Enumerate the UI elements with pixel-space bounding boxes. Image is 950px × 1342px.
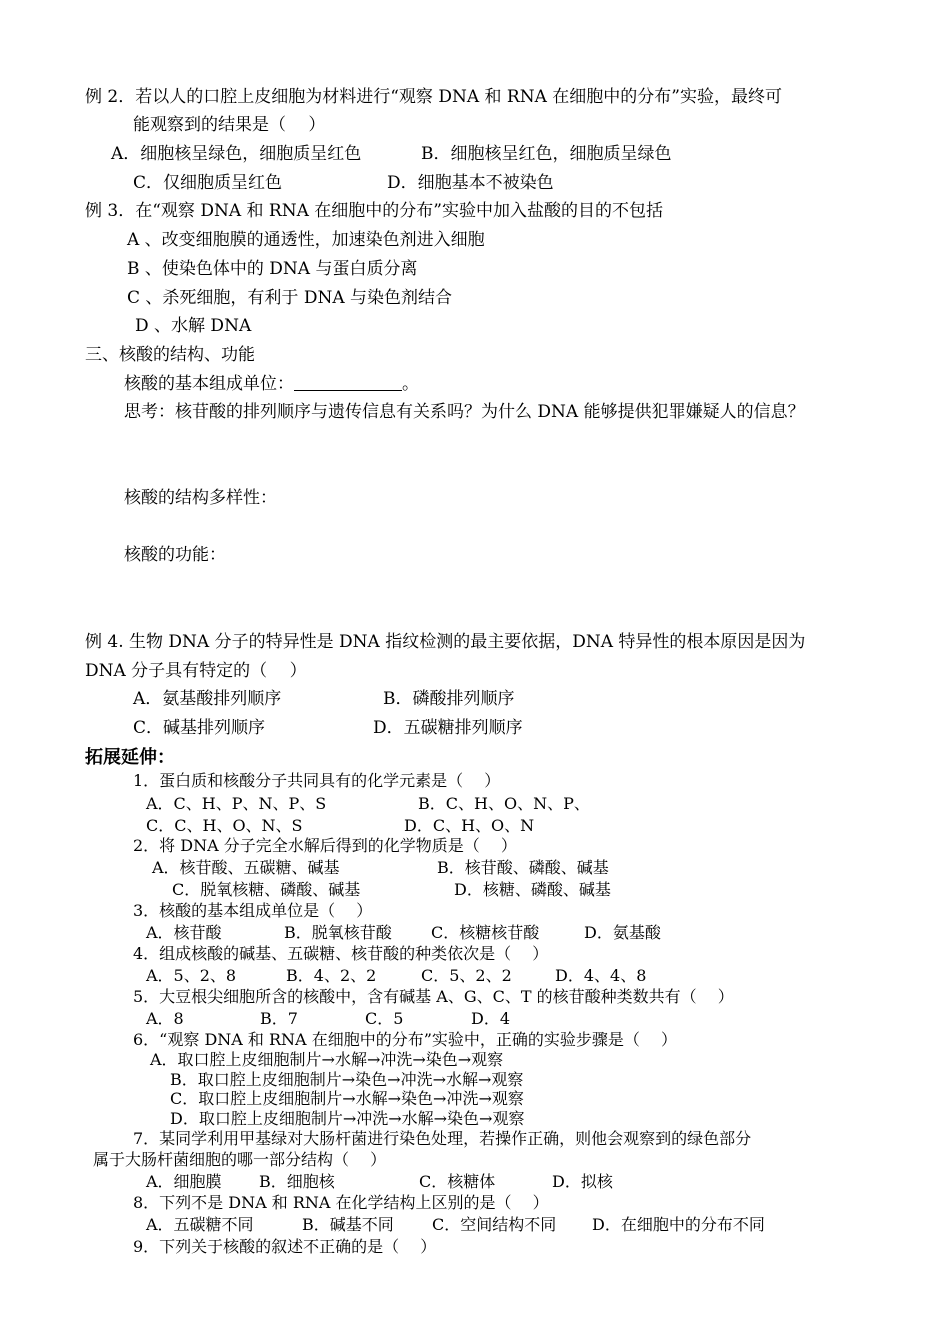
ext-q3-option-b: B．脱氧核苷酸: [284, 923, 392, 942]
example-4-option-d: D．五碳糖排列顺序: [373, 718, 523, 738]
ext-q4-option-a: A．5、2、8: [146, 966, 237, 985]
ext-q4-option-d: D．4、4、8: [555, 966, 647, 985]
ext-q7-option-d: D．拟核: [552, 1172, 613, 1191]
function-label: 核酸的功能：: [124, 545, 226, 565]
ext-q3-options: [0, 923, 950, 943]
ext-q2-option-d: D．核糖、磷酸、碱基: [454, 880, 611, 899]
ext-q7-option-b: B．细胞核: [259, 1172, 335, 1191]
example-3-option-a: A 、改变细胞膜的通透性，加速染色剂进入细胞: [127, 230, 485, 250]
example-4-question-cont: DNA 分子具有特定的（ ）: [85, 661, 307, 681]
ext-q2-options-row1: [0, 858, 950, 878]
example-4-option-b: B．磷酸排列顺序: [383, 689, 515, 709]
ext-q3: 3．核酸的基本组成单位是（ ）: [133, 901, 373, 920]
ext-q7-cont: 属于大肠杆菌细胞的哪一部分结构（ ）: [93, 1150, 387, 1169]
example-3-option-b: B 、使染色体中的 DNA 与蛋白质分离: [127, 259, 418, 279]
ext-q7-option-c: C．核糖体: [419, 1172, 496, 1191]
ext-q4: 4．组成核酸的碱基、五碳糖、核苷酸的种类依次是（ ）: [133, 944, 549, 963]
ext-q8-options: [0, 1215, 950, 1235]
ext-q3-option-a: A．核苷酸: [146, 923, 222, 942]
ext-q4-options: [0, 966, 950, 986]
example-4-question: 例 4. 生物 DNA 分子的特异性是 DNA 指纹检测的最主要依据，DNA 特异性的根本原因是因为: [85, 632, 806, 652]
example-2-option-d: D．细胞基本不被染色: [387, 173, 554, 193]
extension-title: 拓展延伸：: [85, 747, 175, 768]
ext-q6-option-a: A．取口腔上皮细胞制片→水解→冲洗→染色→观察: [150, 1050, 504, 1069]
ext-q2: 2．将 DNA 分子完全水解后得到的化学物质是（ ）: [133, 836, 517, 855]
ext-q5: 5．大豆根尖细胞所含的核酸中，含有碱基 A、G、C、T 的核苷酸种类数共有（ ）: [133, 987, 734, 1006]
example-4-option-c: C．碱基排列顺序: [133, 718, 266, 738]
ext-q1-option-a: A．C、H、P、N、P、S: [146, 794, 327, 813]
ext-q7: 7．某同学利用甲基绿对大肠杆菌进行染色处理，若操作正确，则他会观察到的绿色部分: [133, 1129, 752, 1148]
ext-q5-options: [0, 1009, 950, 1029]
ext-q9: 9．下列关于核酸的叙述不正确的是（ ）: [133, 1237, 437, 1256]
example-4-options-row1: [0, 688, 950, 710]
ext-q1-option-b: B．C、H、O、N、P、: [418, 794, 590, 813]
example-4-option-a: A．氨基酸排列顺序: [133, 689, 282, 709]
ext-q1-options-row2: [0, 816, 950, 836]
ext-q2-option-a: A．核苷酸、五碳糖、碱基: [152, 858, 340, 877]
ext-q5-option-d: D．4: [471, 1009, 511, 1028]
ext-q1-option-c: C．C、H、O、N、S: [146, 816, 303, 835]
ext-q8-option-c: C．空间结构不同: [432, 1215, 557, 1234]
ext-q6-option-b: B．取口腔上皮细胞制片→染色→冲洗→水解→观察: [170, 1070, 524, 1089]
think-question: 思考：核苷酸的排列顺序与遗传信息有关系吗？为什么 DNA 能够提供犯罪嫌疑人的信息？: [124, 402, 805, 422]
basic-unit-line: [124, 373, 419, 395]
example-2-question-cont: 能观察到的结果是（ ）: [133, 115, 326, 135]
basic-unit-label: 核酸的基本组成单位：: [124, 374, 294, 394]
ext-q1: 1．蛋白质和核酸分子共同具有的化学元素是（ ）: [133, 771, 501, 790]
ext-q4-option-b: B．4、2、2: [286, 966, 377, 985]
basic-unit-blank[interactable]: [294, 374, 402, 391]
ext-q7-options: [0, 1172, 950, 1192]
ext-q7-option-a: A．细胞膜: [146, 1172, 222, 1191]
ext-q8-option-a: A．五碳糖不同: [146, 1215, 254, 1234]
example-2-option-c: C．仅细胞质呈红色: [133, 173, 283, 193]
ext-q3-option-c: C．核糖核苷酸: [431, 923, 540, 942]
example-2-question: 例 2．若以人的口腔上皮细胞为材料进行“观察 DNA 和 RNA 在细胞中的分布”实验，最终可: [85, 87, 782, 107]
ext-q6-option-c: C．取口腔上皮细胞制片→水解→染色→冲洗→观察: [170, 1089, 524, 1108]
ext-q5-option-a: A．8: [146, 1009, 184, 1028]
example-3-option-d: D 、水解 DNA: [135, 316, 252, 336]
example-4-options-row2: [0, 717, 950, 739]
example-2-options-row2: [0, 172, 950, 194]
section-3-title: 三、核酸的结构、功能: [85, 345, 255, 365]
ext-q5-option-b: B．7: [260, 1009, 298, 1028]
example-3-question: 例 3．在“观察 DNA 和 RNA 在细胞中的分布”实验中加入盐酸的目的不包括: [85, 201, 663, 221]
ext-q1-option-d: D．C、H、O、N: [404, 816, 535, 835]
ext-q8-option-b: B．碱基不同: [302, 1215, 394, 1234]
ext-q3-option-d: D．氨基酸: [584, 923, 661, 942]
example-3-option-c: C 、杀死细胞，有利于 DNA 与染色剂结合: [127, 288, 452, 308]
ext-q6-option-d: D．取口腔上皮细胞制片→冲洗→水解→染色→观察: [170, 1109, 525, 1128]
ext-q2-options-row2: [0, 880, 950, 900]
ext-q4-option-c: C．5、2、2: [421, 966, 512, 985]
basic-unit-end: 。: [402, 374, 419, 394]
ext-q2-option-c: C．脱氧核糖、磷酸、碱基: [172, 880, 361, 899]
ext-q2-option-b: B．核苷酸、磷酸、碱基: [437, 858, 609, 877]
ext-q1-options-row1: [0, 794, 950, 814]
structure-diversity-label: 核酸的结构多样性：: [124, 488, 277, 508]
example-2-option-a: A．细胞核呈绿色，细胞质呈红色: [111, 144, 362, 164]
ext-q8: 8．下列不是 DNA 和 RNA 在化学结构上区别的是（ ）: [133, 1193, 549, 1212]
ext-q5-option-c: C．5: [365, 1009, 404, 1028]
ext-q6: 6．“观察 DNA 和 RNA 在细胞中的分布”实验中，正确的实验步骤是（ ）: [133, 1030, 677, 1049]
example-2-options-row1: [0, 143, 950, 165]
ext-q8-option-d: D．在细胞中的分布不同: [592, 1215, 765, 1234]
example-2-option-b: B．细胞核呈红色，细胞质呈绿色: [421, 144, 672, 164]
